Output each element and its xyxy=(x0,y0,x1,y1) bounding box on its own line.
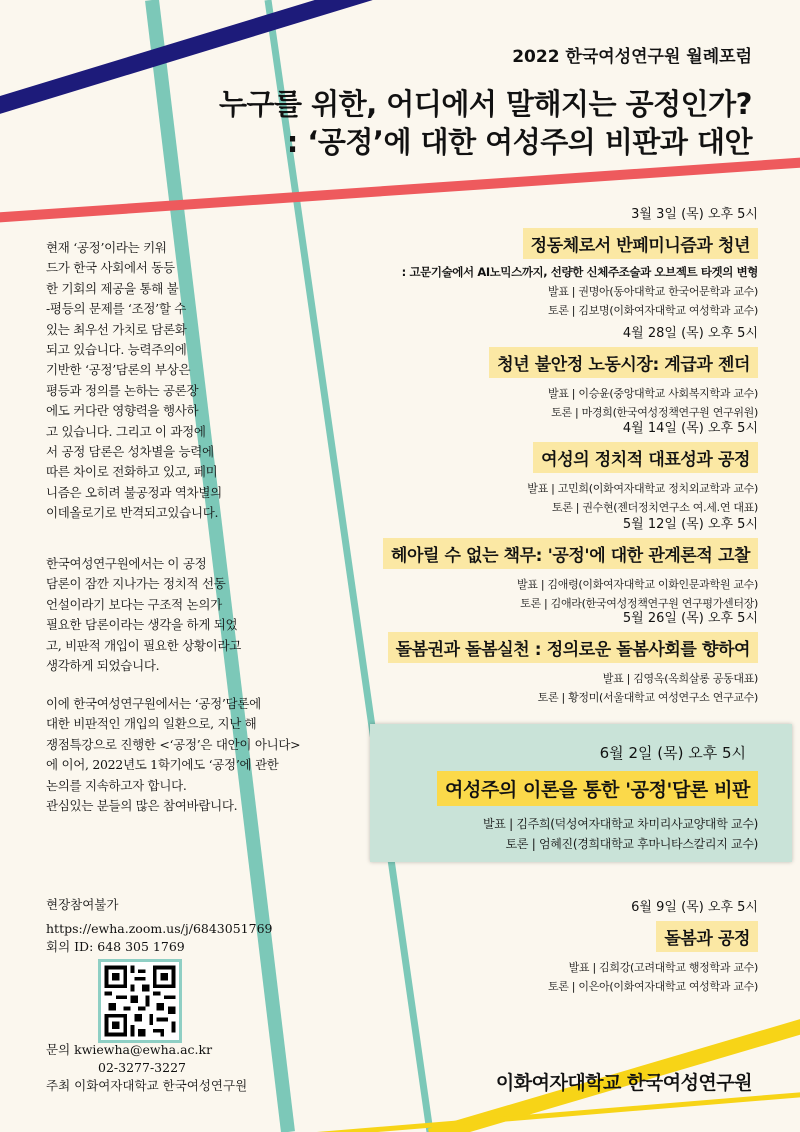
intro-line: 한국여성연구원에서는 이 공정 xyxy=(46,556,207,571)
session-date: 5월 26일 (목) 오후 5시 xyxy=(622,611,758,626)
meeting-id: 회의 ID: 648 305 1769 xyxy=(46,939,185,954)
session-presenter: 발표 | 김영옥(옥희살롱 공동대표) xyxy=(602,672,758,685)
session-date: 4월 28일 (목) 오후 5시 xyxy=(622,326,758,341)
session-2 xyxy=(489,322,758,420)
session-date: 5월 12일 (목) 오후 5시 xyxy=(622,517,758,532)
offline-notice: 현장참여불가 xyxy=(46,897,119,912)
session-date: 3월 3일 (목) 오후 5시 xyxy=(631,207,758,222)
intro-line: 에도 커다란 영향력을 행사하 xyxy=(46,403,199,419)
session-title: 정동체로서 반페미니즘과 청년 xyxy=(523,228,758,259)
inquiry-phone: 02-3277-3227 xyxy=(98,1060,186,1075)
zoom-link[interactable]: https://ewha.zoom.us/j/6843051769 xyxy=(46,921,273,936)
intro-line: 쟁점특강으로 진행한 <‘공정’은 대안이 아니다> xyxy=(46,736,301,752)
intro-line: 이에 한국여성연구원에서는 ‘공정’담론에 xyxy=(46,696,261,711)
intro-line: 서 공정 담론은 성차별을 능력에 xyxy=(46,444,214,460)
session-presenter: 발표 | 권명아(동아대학교 한국어문학과 교수) xyxy=(547,285,758,298)
session-discussant: 토론 | 김보명(이화여자대학교 여성학과 교수) xyxy=(547,304,758,317)
session-discussant: 토론 | 마경희(한국여성정책연구원 연구위원) xyxy=(551,406,758,419)
session-date: 6월 9일 (목) 오후 5시 xyxy=(631,900,758,915)
session-6 xyxy=(437,742,758,852)
session-presenter: 발표 | 김주희(덕성여자대학교 차미리사교양대학 교수) xyxy=(483,817,758,831)
session-date: 4월 14일 (목) 오후 5시 xyxy=(622,421,758,436)
qr-code-icon xyxy=(101,962,179,1040)
session-title: 헤아릴 수 없는 책무: '공정'에 대한 관계론적 고찰 xyxy=(383,538,758,569)
session-5 xyxy=(388,607,758,705)
session-title: 돌봄과 공정 xyxy=(656,921,758,952)
intro-line: 되고 있습니다. 능력주의에 xyxy=(46,342,187,358)
session-3 xyxy=(527,417,758,515)
session-presenter: 발표 | 이승윤(중앙대학교 사회복지학과 교수) xyxy=(547,387,758,400)
intro-line: 고 있습니다. 그리고 이 과정에 xyxy=(46,423,206,439)
intro-line: 이데올로기로 반격되고있습니다. xyxy=(46,505,219,521)
session-discussant: 토론 | 김애라(한국여성정책연구원 연구평가센터장) xyxy=(520,597,758,610)
intro-paragraph-3 xyxy=(46,694,346,816)
intro-line: 평등과 정의를 논하는 공론장 xyxy=(46,382,199,398)
session-subtitle: : 고문기술에서 AI노믹스까지, 선량한 신체주조술과 오브젝트 타겟의 변형 xyxy=(401,265,758,279)
intro-paragraph-2 xyxy=(46,554,346,676)
intro-line: 드가 한국 사회에서 동등 xyxy=(46,260,175,276)
session-title: 청년 불안정 노동시장: 계급과 젠더 xyxy=(489,347,758,378)
contact-info xyxy=(46,1041,247,1095)
session-presenter: 발표 | 김희강(고려대학교 행정학과 교수) xyxy=(568,961,758,974)
session-discussant: 토론 | 권수현(젠더정치연구소 여.세.연 대표) xyxy=(551,501,758,514)
session-1 xyxy=(402,203,758,318)
intro-line: 에 이어, 2022년도 1학기에도 ‘공정’에 관한 xyxy=(46,757,279,773)
intro-line: -평등의 문제를 ‘조정’할 수 xyxy=(46,301,187,317)
intro-line: 관심있는 분들의 많은 참여바랍니다. xyxy=(46,798,238,814)
series-title: 2022 한국여성연구원 월례포럼 xyxy=(512,47,752,67)
session-discussant: 토론 | 엄혜진(경희대학교 후마니타스칼리지 교수) xyxy=(505,837,758,851)
footer-org: 이화여자대학교 한국여성연구원 xyxy=(495,1072,752,1094)
intro-line: 논의를 지속하고자 합니다. xyxy=(46,777,187,793)
intro-line: 생각하게 되었습니다. xyxy=(46,658,160,674)
host-org: 주최 이화여자대학교 한국여성연구원 xyxy=(46,1078,248,1093)
intro-line: 한 기회의 제공을 통해 불 xyxy=(46,280,179,296)
inquiry-email[interactable]: 문의 kwiewha@ewha.ac.kr xyxy=(46,1042,213,1057)
session-title: 돌봄권과 돌봄실천 : 정의로운 돌봄사회를 향하여 xyxy=(388,632,758,663)
intro-line: 대한 비판적인 개입의 일환으로, 지난 해 xyxy=(46,716,257,732)
intro-line: 따른 차이로 전화하고 있고, 페미 xyxy=(46,464,218,480)
intro-line: 고, 비판적 개입이 필요한 상황이라고 xyxy=(46,637,241,653)
intro-paragraph-1 xyxy=(46,238,346,524)
session-title: 여성주의 이론을 통한 '공정'담론 비판 xyxy=(437,771,758,806)
intro-line: 니즘은 오히려 불공정과 역차별의 xyxy=(46,484,222,500)
intro-line: 현재 ‘공정’이라는 키워 xyxy=(46,240,167,255)
main-title-line1: 누구를 위한, 어디에서 말해지는 공정인가? xyxy=(219,87,752,121)
qr-code[interactable] xyxy=(98,959,182,1043)
intro-line: 담론이 잠깐 지나가는 정치적 선동 xyxy=(46,576,226,592)
session-presenter: 발표 | 고민희(이화여자대학교 정치외교학과 교수) xyxy=(527,482,758,495)
intro-line: 기반한 ‘공정’담론의 부상은 xyxy=(46,362,191,378)
session-7 xyxy=(548,896,758,994)
session-title: 여성의 정치적 대표성과 공정 xyxy=(533,442,758,473)
main-title-line2: : ‘공정’에 대한 여성주의 비판과 대안 xyxy=(286,125,752,159)
session-date: 6월 2일 (목) 오후 5시 xyxy=(599,744,746,762)
online-info xyxy=(46,896,272,956)
session-4 xyxy=(383,513,758,611)
intro-line: 언설이라기 보다는 구조적 논의가 xyxy=(46,596,222,612)
intro-line: 있는 최우선 가치로 담론화 xyxy=(46,321,187,337)
intro-line: 필요한 담론이라는 생각을 하게 되었 xyxy=(46,617,238,633)
session-presenter: 발표 | 김애령(이화여자대학교 이화인문과학원 교수) xyxy=(516,578,758,591)
session-discussant: 토론 | 이은아(이화여자대학교 여성학과 교수) xyxy=(547,980,758,993)
session-discussant: 토론 | 황정미(서울대학교 여성연구소 연구교수) xyxy=(537,691,758,704)
